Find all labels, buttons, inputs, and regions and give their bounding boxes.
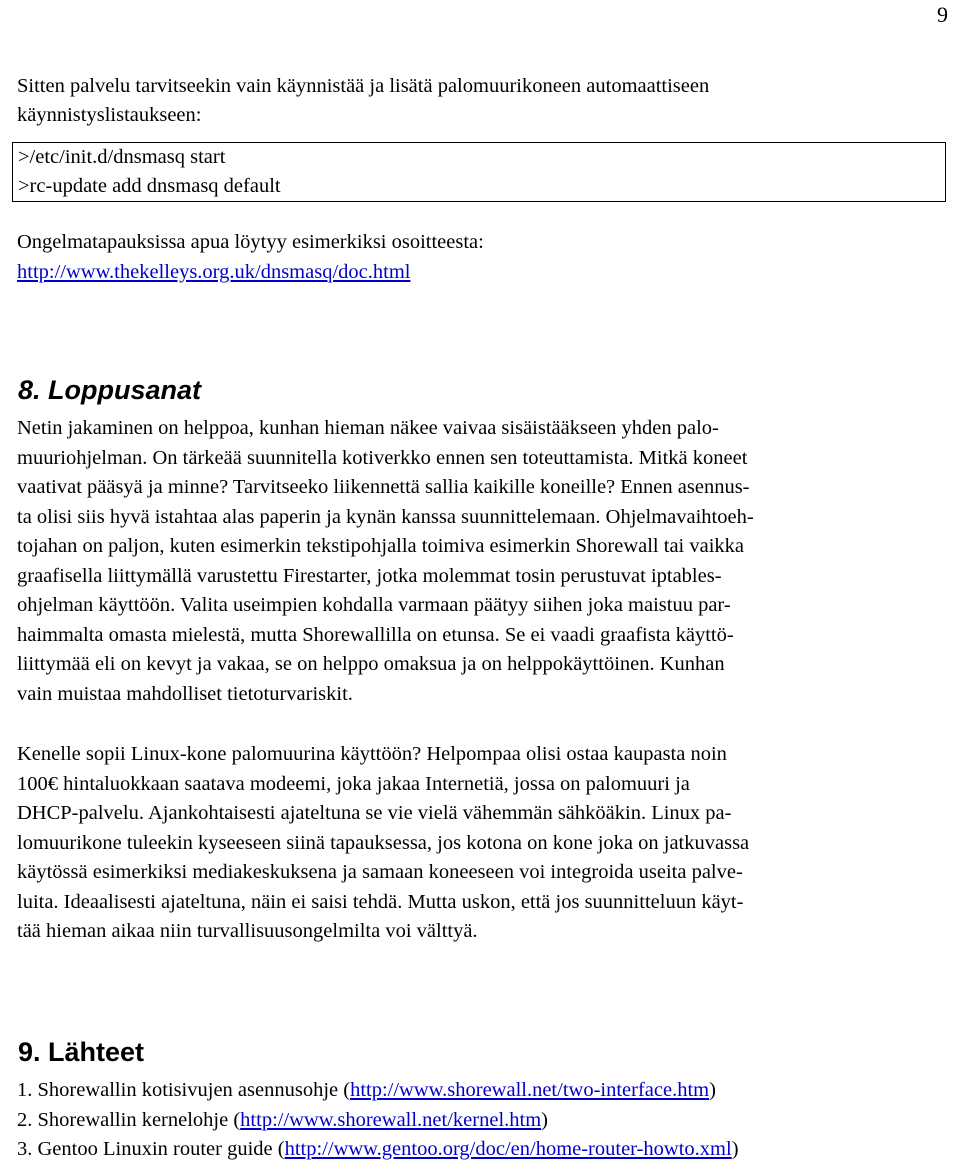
- paragraph-line: DHCP-palvelu. Ajankohtaisesti ajateltuna se vie vielä vähemmän sähköäkin. Linux pa-: [17, 802, 732, 824]
- paragraph-line: luita. Ideaalisesti ajateltuna, näin ei saisi tehdä. Mutta uskon, että jos suunnitteluun käyt-: [17, 890, 744, 913]
- troubleshoot-text: Ongelmatapauksissa apua löytyy esimerkiksi osoitteesta:: [17, 231, 484, 253]
- source-item-3-text: 3. Gentoo Linuxin router guide (: [17, 1138, 285, 1160]
- paragraph-line: ohjelman käyttöön. Valita useimpien kohdalla varmaan päätyy siihen joka maistuu par-: [17, 594, 731, 616]
- command-line-2: >rc-update add dnsmasq default: [18, 175, 281, 197]
- paragraph-line: vaativat pääsyä ja minne? Tarvitseeko liikennettä sallia kaikille koneille? Ennen asennus-: [17, 476, 750, 498]
- source-item-1-suffix: ): [709, 1079, 716, 1101]
- paragraph-line: Kenelle sopii Linux-kone palomuurina käyttöön? Helpompaa olisi ostaa kaupasta noin: [17, 743, 727, 765]
- paragraph-line: ta olisi siis hyvä istahtaa alas paperin ja kynän kanssa suunnittelemaan. Ohjelmavaihtoeh-: [17, 505, 754, 528]
- dnsmasq-doc-link[interactable]: http://www.thekelleys.org.uk/dnsmasq/doc.html: [17, 261, 411, 283]
- source-item-3-link[interactable]: http://www.gentoo.org/doc/en/home-router-howto.xml: [284, 1138, 732, 1160]
- paragraph-line: tojahan on paljon, kuten esimerkin tekstipohjalla toimiva esimerkin Shorewall tai vaikka: [17, 535, 745, 557]
- paragraph-line: graafisella liittymällä varustettu Firestarter, jotka molemmat tosin perustuvat iptables-: [17, 564, 722, 587]
- source-item-3: [17, 1135, 739, 1165]
- source-item-1-link[interactable]: http://www.shorewall.net/two-interface.htm: [350, 1079, 710, 1101]
- section-8-heading: 8. Loppusanat: [18, 375, 202, 405]
- section-8-paragraph-1: [17, 414, 941, 709]
- paragraph-line: muuriohjelman. On tärkeää suunnitella kotiverkko ennen sen toteuttamista. Mitkä koneet: [17, 446, 748, 469]
- section-8-paragraph-2: [17, 740, 941, 947]
- command-box: [12, 142, 946, 202]
- paragraph-line: vain muistaa mahdolliset tietoturvariskit.: [17, 682, 353, 705]
- source-item-2: [17, 1106, 548, 1136]
- page-number: 9: [937, 2, 948, 27]
- source-item-3-suffix: ): [731, 1138, 739, 1160]
- source-item-1: [17, 1076, 716, 1106]
- paragraph-line: Netin jakaminen on helppoa, kunhan hieman näkee vaivaa sisäistääkseen yhden palo-: [17, 417, 719, 439]
- paragraph-line: 100€ hintaluokkaan saatava modeemi, joka jakaa Internetiä, jossa on palomuuri ja: [17, 772, 690, 795]
- section-9-heading: 9. Lähteet: [18, 1037, 145, 1067]
- paragraph-line: tää hieman aikaa niin turvallisuusongelmilta voi välttyä.: [17, 920, 478, 942]
- source-item-1-text: 1. Shorewallin kotisivujen asennusohje (: [17, 1079, 351, 1101]
- source-item-2-text: 2. Shorewallin kernelohje (: [17, 1109, 241, 1131]
- intro-line-1: Sitten palvelu tarvitseekin vain käynnistää ja lisätä palomuurikoneen automaattiseen: [17, 75, 710, 97]
- source-item-2-suffix: ): [541, 1109, 548, 1131]
- paragraph-line: liittymää eli on kevyt ja vakaa, se on helppo omaksua ja on helppokäyttöinen. Kunhan: [17, 653, 725, 675]
- paragraph-line: haimmalta omasta mielestä, mutta Shorewallilla on etunsa. Se ei vaadi graafista käyttö-: [17, 623, 734, 646]
- paragraph-line: käytössä esimerkiksi mediakeskuksena ja samaan koneeseen voi integroida useita palve-: [17, 861, 743, 883]
- intro-line-2: käynnistyslistaukseen:: [17, 104, 202, 126]
- paragraph-line: lomuurikone tuleekin kyseeseen siinä tapauksessa, jos kotona on kone joka on jatkuvassa: [17, 831, 750, 854]
- dnsmasq-doc-link-line: [17, 258, 410, 288]
- source-item-2-link[interactable]: http://www.shorewall.net/kernel.htm: [240, 1109, 542, 1131]
- command-line-1: >/etc/init.d/dnsmasq start: [18, 146, 226, 168]
